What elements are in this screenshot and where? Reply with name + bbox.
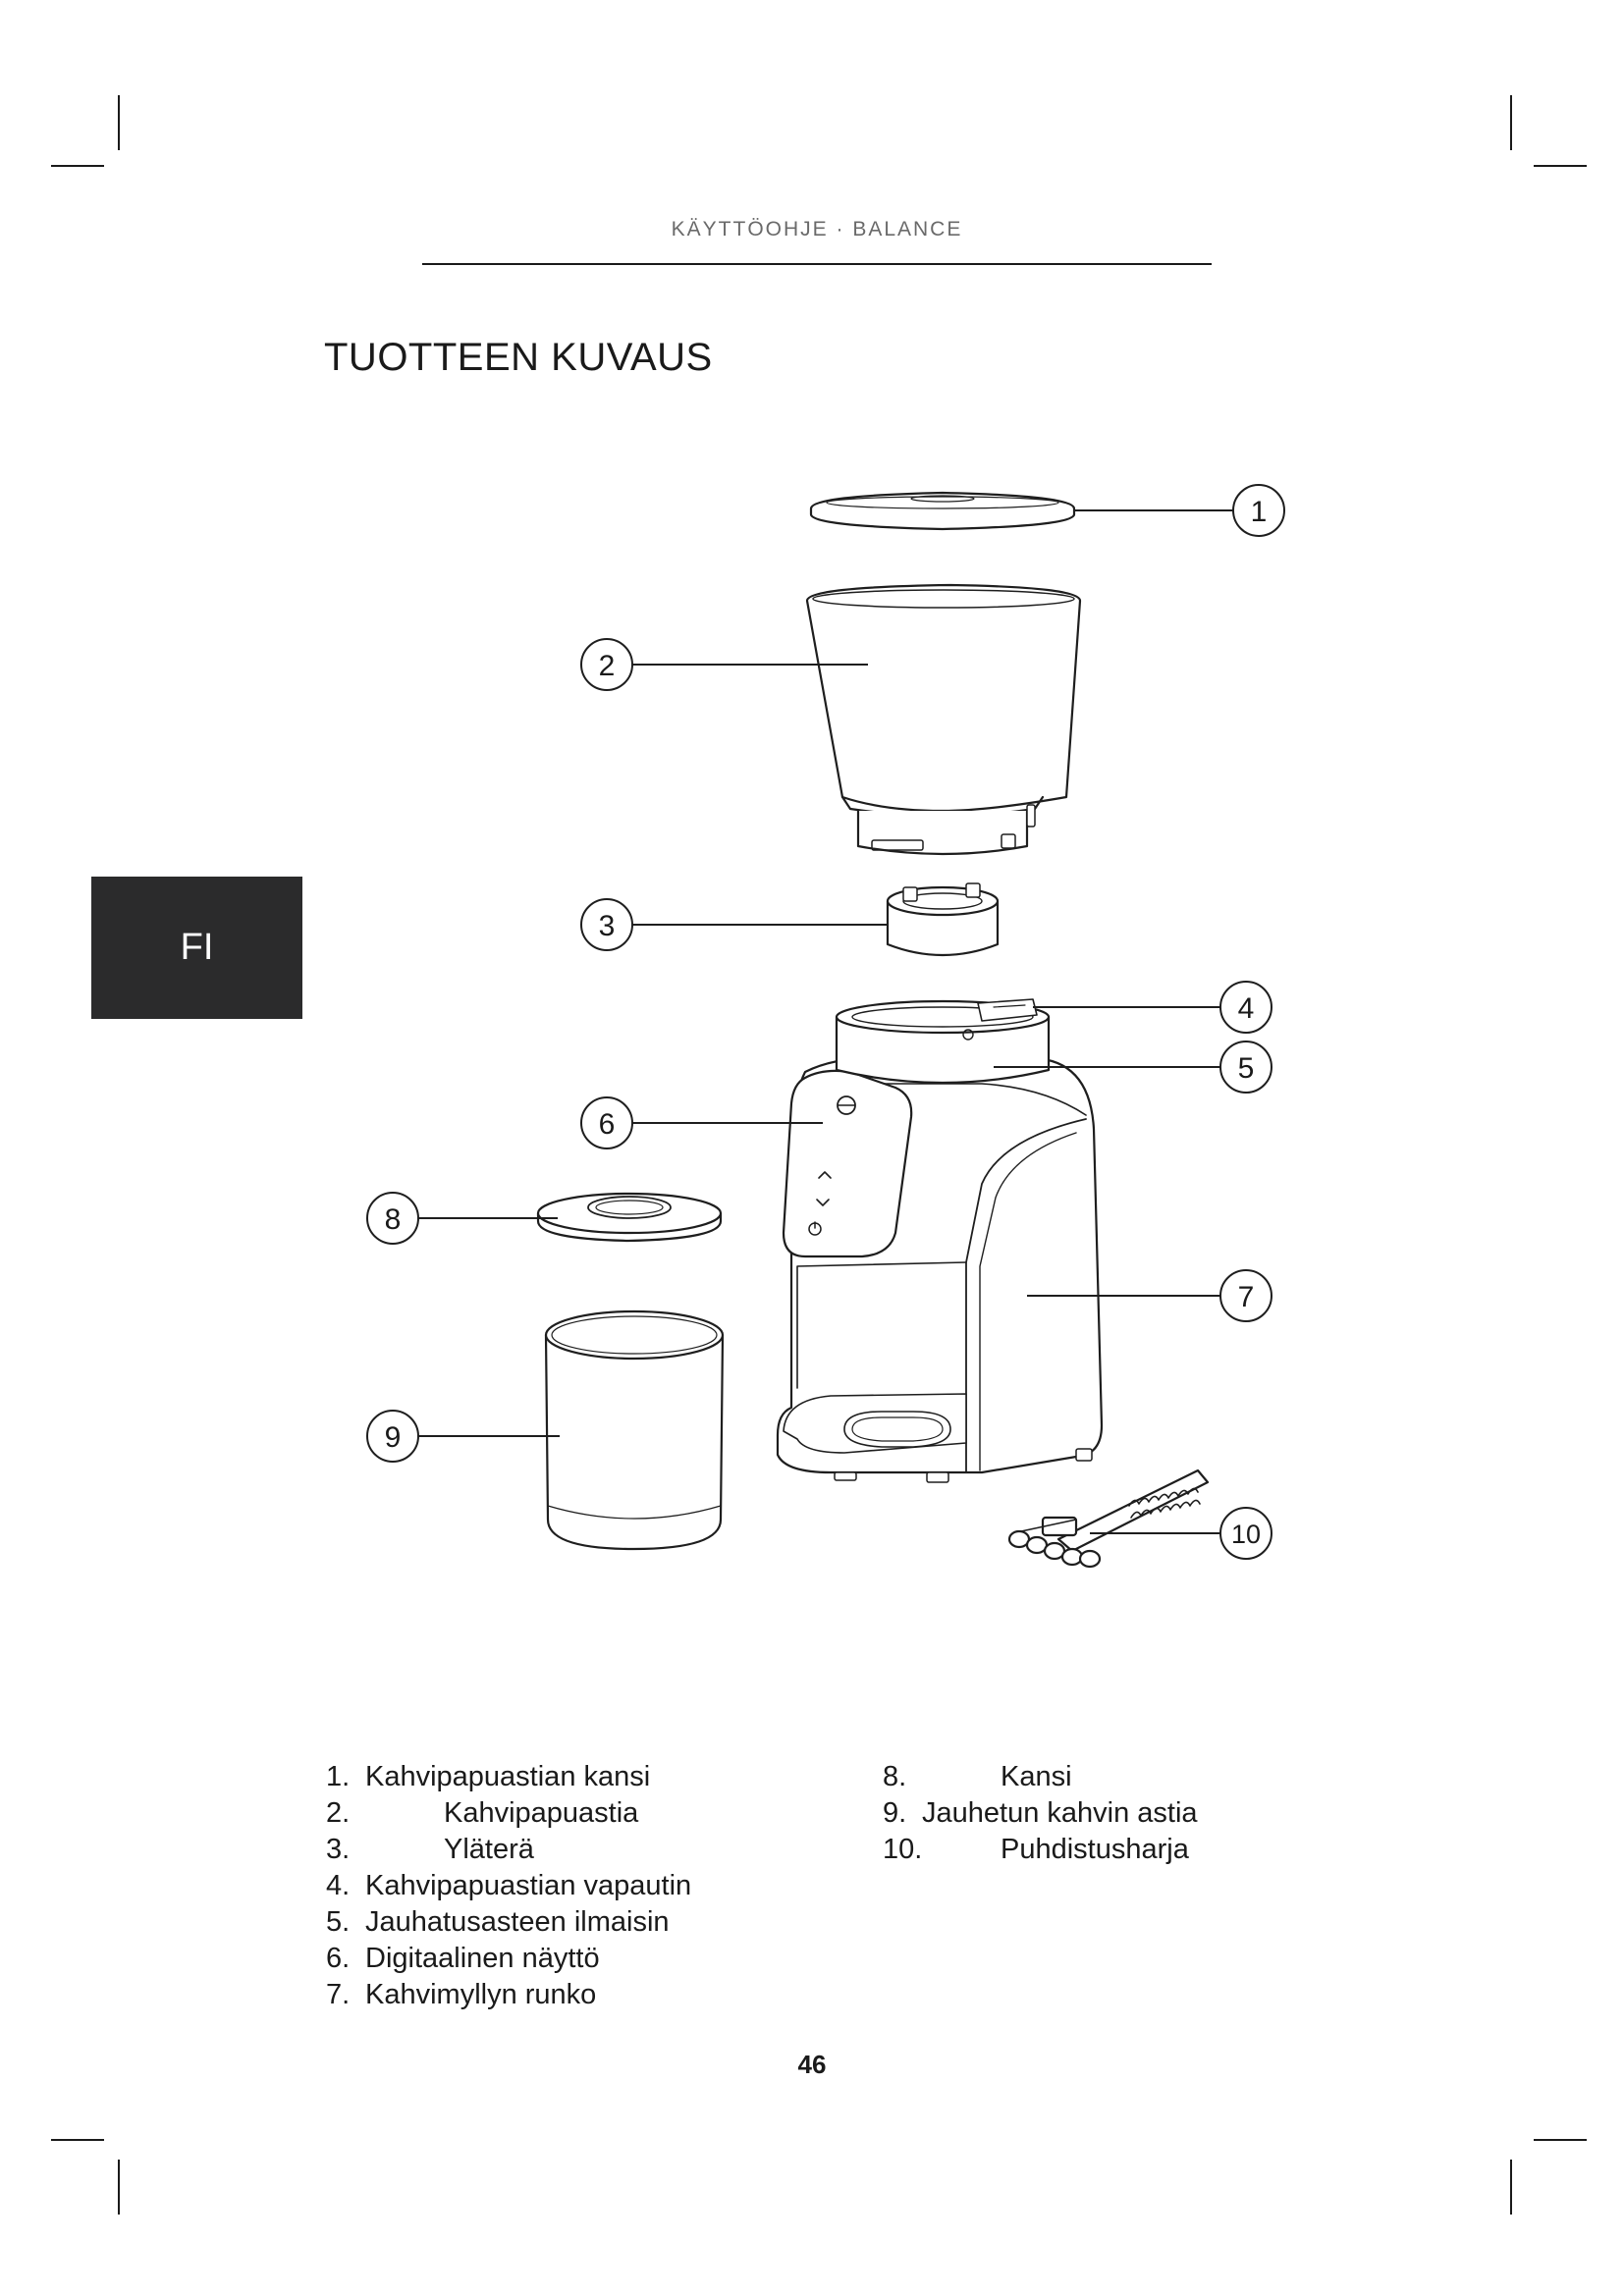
legend-item-5: 5. Jauhatusasteen ilmaisin bbox=[326, 1906, 670, 1938]
svg-text:2: 2 bbox=[598, 650, 616, 682]
running-header: KÄYTTÖOHJE · BALANCE bbox=[671, 218, 963, 240]
control-panel bbox=[784, 1071, 911, 1256]
page-title: TUOTTEEN KUVAUS bbox=[324, 336, 713, 379]
svg-text:3: 3 bbox=[598, 910, 616, 942]
legend-item-1: 1. Kahvipapuastian kansi bbox=[326, 1761, 651, 1792]
callout-10 bbox=[1220, 1508, 1272, 1559]
callout-2 bbox=[581, 639, 632, 690]
svg-text:10: 10 bbox=[1230, 1520, 1262, 1549]
svg-text:7: 7 bbox=[1237, 1281, 1255, 1313]
legend-item-8: 8. Kansi bbox=[883, 1761, 1072, 1792]
svg-text:4: 4 bbox=[1237, 992, 1255, 1025]
cleaning-brush bbox=[1009, 1470, 1208, 1567]
callout-8 bbox=[367, 1193, 418, 1244]
legend-item-2: 2. Kahvipapuastia bbox=[326, 1797, 639, 1829]
legend-item-3: 3. Yläterä bbox=[326, 1834, 534, 1865]
parts-legend-left bbox=[326, 1759, 691, 2013]
container-lid bbox=[538, 1194, 721, 1241]
legend-item-7: 7. Kahvimyllyn runko bbox=[326, 1979, 597, 2010]
callout-6 bbox=[581, 1097, 632, 1148]
page-number: 46 bbox=[797, 2050, 827, 2079]
language-tab-label: FI bbox=[180, 927, 214, 968]
legend-item-10: 10. Puhdistusharja bbox=[883, 1834, 1189, 1865]
svg-text:5: 5 bbox=[1237, 1052, 1255, 1085]
callout-4 bbox=[1220, 982, 1272, 1033]
legend-item-9: 9. Jauhetun kahvin astia bbox=[883, 1797, 1198, 1829]
callout-3 bbox=[581, 899, 632, 950]
svg-text:8: 8 bbox=[384, 1203, 402, 1236]
svg-text:1: 1 bbox=[1250, 496, 1268, 528]
upper-burr bbox=[888, 883, 998, 955]
callout-7 bbox=[1220, 1270, 1272, 1321]
callout-5 bbox=[1220, 1041, 1272, 1093]
bean-hopper bbox=[807, 585, 1080, 854]
legend-item-4: 4. Kahvipapuastian vapautin bbox=[326, 1870, 692, 1901]
parts-legend-right bbox=[883, 1759, 1198, 1868]
grounds-container bbox=[546, 1311, 723, 1549]
callout-1 bbox=[1233, 485, 1284, 536]
svg-text:9: 9 bbox=[384, 1421, 402, 1454]
legend-item-6: 6. Digitaalinen näyttö bbox=[326, 1943, 600, 1974]
svg-text:6: 6 bbox=[598, 1108, 616, 1141]
callout-9 bbox=[367, 1411, 418, 1462]
hopper-lid bbox=[811, 493, 1074, 529]
